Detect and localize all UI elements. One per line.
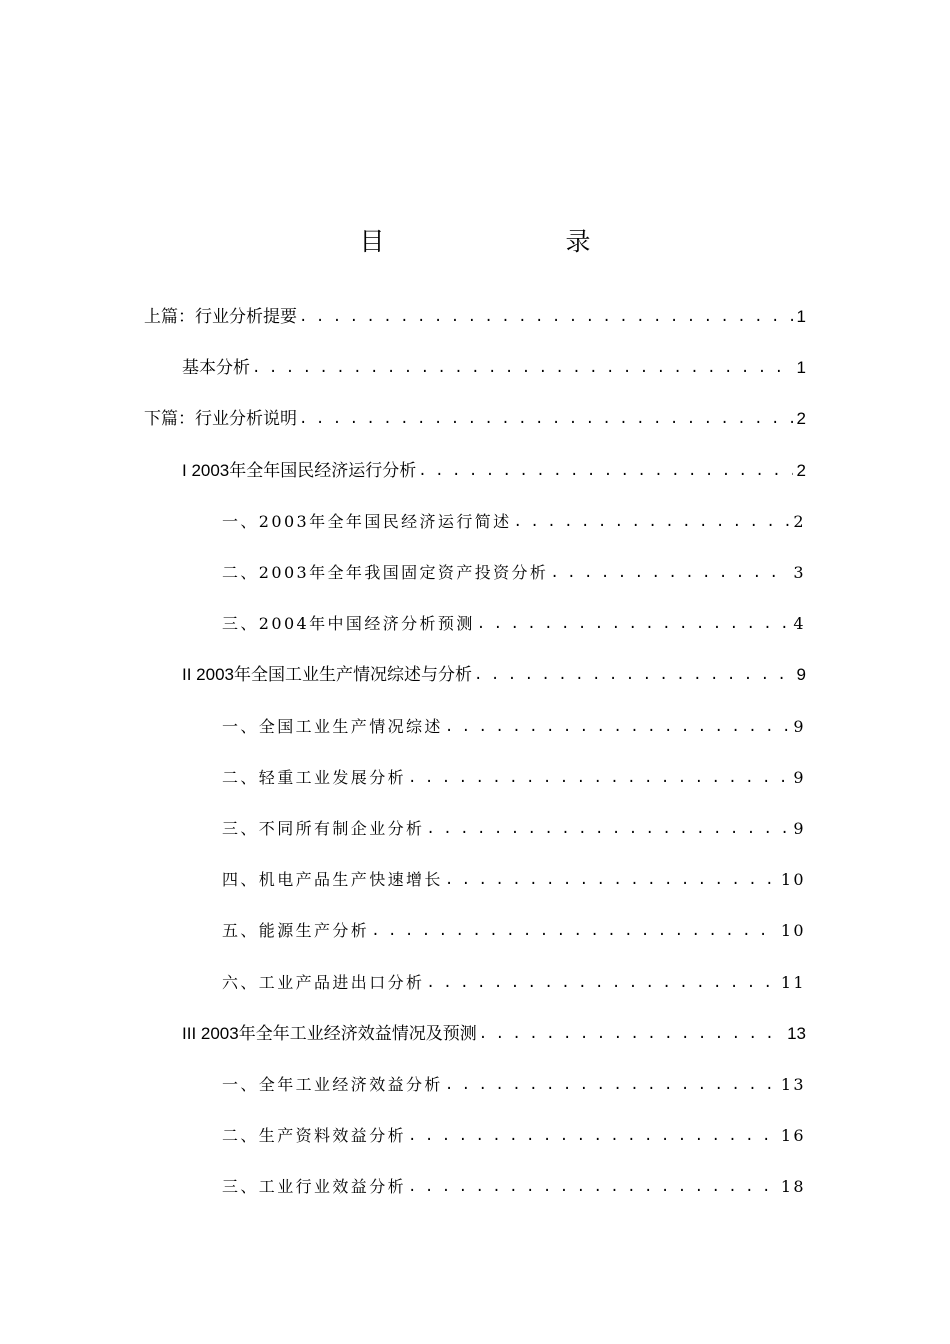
toc-leader-dots [445, 716, 790, 738]
page-title: 目 录 [359, 227, 669, 256]
toc-leader-dots [474, 664, 793, 686]
toc-entry[interactable] [222, 1170, 806, 1198]
toc-entry[interactable] [182, 1017, 806, 1045]
toc-entry[interactable] [222, 761, 806, 789]
toc-entry-page-number: 2 [793, 512, 806, 531]
toc-leader-dots [426, 972, 776, 994]
toc-entry[interactable] [222, 556, 806, 584]
toc-entry[interactable] [144, 402, 806, 430]
toc-leader-dots [299, 306, 793, 328]
toc-entry-label: 下篇：行业分析说明 [144, 409, 297, 428]
toc-entry-label: 二、生产资料效益分析 [222, 1126, 407, 1145]
toc-leader-dots [514, 511, 790, 533]
toc-leader-dots [408, 1125, 777, 1147]
toc-entry-page-number: 3 [793, 563, 806, 582]
toc-leader-dots [418, 460, 792, 482]
toc-leader-dots [445, 1074, 777, 1096]
toc-leader-dots [426, 818, 789, 840]
toc-entry-label: 六、工业产品进出口分析 [222, 973, 425, 992]
toc-entry-page-number: 18 [780, 1177, 806, 1196]
toc-entry-label: 一、全年工业经济效益分析 [222, 1075, 443, 1094]
toc-entry-page-number: 4 [793, 614, 806, 633]
toc-entry-page-number: 9 [793, 819, 806, 838]
toc-entry-label: 三、工业行业效益分析 [222, 1177, 407, 1196]
toc-entry-label: 基本分析 [182, 358, 250, 377]
toc-entry[interactable] [222, 505, 806, 533]
toc-entry[interactable] [222, 966, 806, 994]
toc-entry[interactable] [222, 914, 806, 942]
toc-entry[interactable] [182, 351, 806, 379]
toc-entry-label: 二、轻重工业发展分析 [222, 768, 407, 787]
toc-entry[interactable] [222, 710, 806, 738]
toc-entry-label: III 2003年全年工业经济效益情况及预测 [182, 1024, 477, 1043]
toc-entry-page-number: 13 [787, 1024, 806, 1043]
toc-entry[interactable] [222, 812, 806, 840]
toc-leader-dots [445, 869, 777, 891]
toc-entry-label: 一、全国工业生产情况综述 [222, 717, 443, 736]
toc-entry-label: 三、2004年中国经济分析预测 [222, 614, 475, 633]
toc-entry-label: II 2003年全国工业生产情况综述与分析 [182, 665, 472, 684]
toc-leader-dots [299, 408, 793, 430]
toc-entry[interactable] [222, 607, 806, 635]
toc-entry[interactable] [222, 1119, 806, 1147]
toc-leader-dots [477, 613, 790, 635]
toc-entry-page-number: 1 [796, 307, 806, 326]
toc-entry-label: 三、不同所有制企业分析 [222, 819, 425, 838]
toc-entry-page-number: 9 [793, 768, 806, 787]
toc-entry-page-number: 9 [796, 665, 806, 684]
toc-entry[interactable] [182, 658, 806, 686]
toc-entry[interactable] [222, 863, 806, 891]
toc-entry-page-number: 9 [793, 717, 806, 736]
toc-leader-dots [252, 357, 793, 379]
toc-leader-dots [408, 1176, 777, 1198]
toc-entry-label: 一、2003年全年国民经济运行简述 [222, 512, 512, 531]
toc-entry-label: I 2003年全年国民经济运行分析 [182, 461, 417, 480]
toc-leader-dots [371, 920, 777, 942]
toc-entry-page-number: 11 [780, 973, 806, 992]
toc-entry-label: 二、2003年全年我国固定资产投资分析 [222, 563, 549, 582]
toc-entry-page-number: 1 [796, 358, 806, 377]
toc-leader-dots [479, 1023, 783, 1045]
toc-entry-page-number: 2 [796, 409, 806, 428]
toc-entry-label: 上篇：行业分析提要 [144, 307, 297, 326]
toc-leader-dots [550, 562, 789, 584]
toc-entry-label: 五、能源生产分析 [222, 921, 370, 940]
toc-entry[interactable] [222, 1068, 806, 1096]
toc-entry-page-number: 10 [780, 870, 806, 889]
toc-entry[interactable] [182, 454, 806, 482]
toc-entry-page-number: 13 [780, 1075, 806, 1094]
toc-entry-label: 四、机电产品生产快速增长 [222, 870, 443, 889]
toc-entry-page-number: 2 [796, 461, 806, 480]
toc-entry[interactable] [144, 300, 806, 328]
toc-entry-page-number: 16 [780, 1126, 806, 1145]
toc-entry-page-number: 10 [780, 921, 806, 940]
toc-leader-dots [408, 767, 789, 789]
